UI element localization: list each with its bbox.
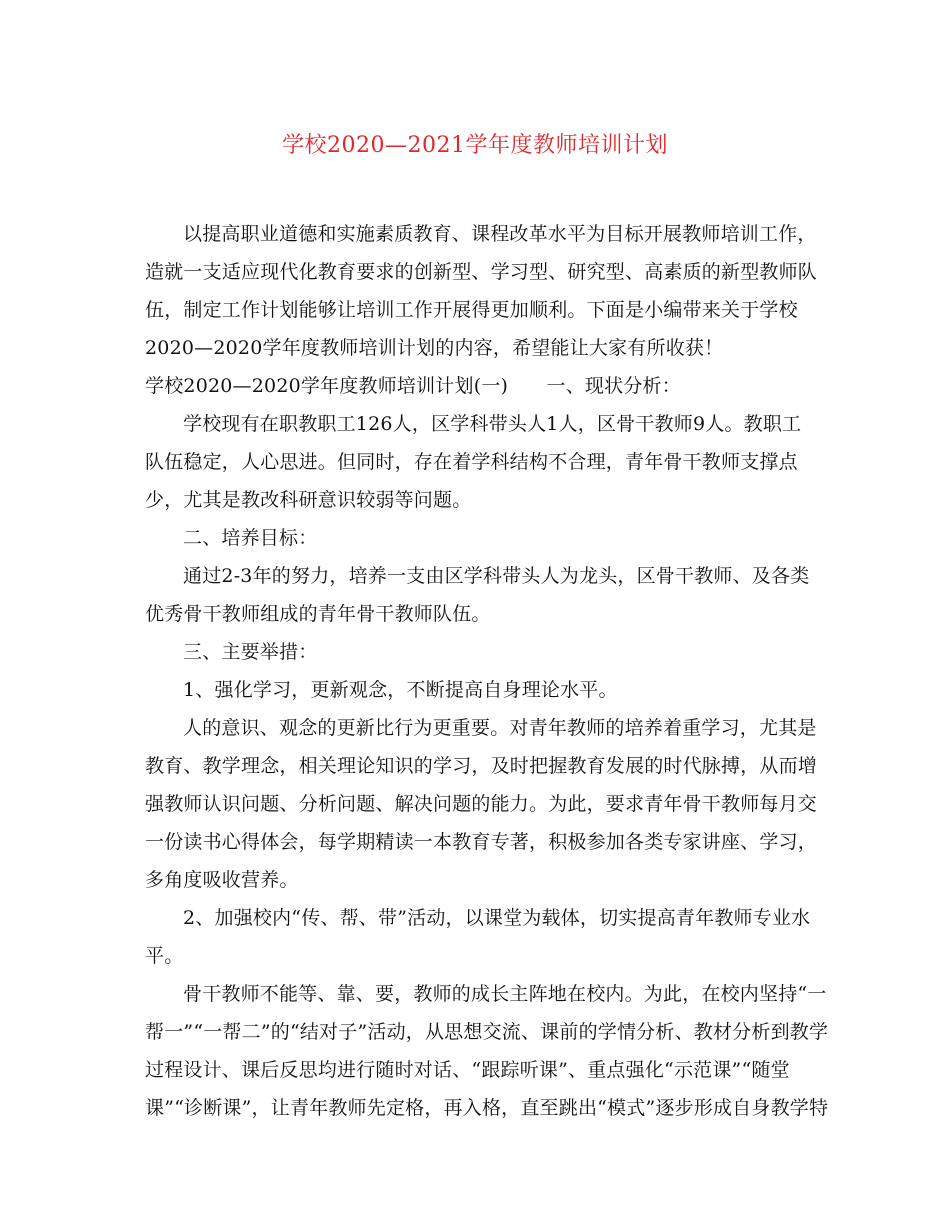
body-line: 多角度吸收营养。: [145, 869, 299, 891]
body-line: 帮一”“一帮二”的“结对子”活动，从思想交流、课前的学情分析、教材分析到教学: [145, 1021, 829, 1043]
body-line: 队伍稳定，人心思进。但同时，存在着学科结构不合理，青年骨干教师支撑点: [145, 451, 798, 473]
body-line: 骨干教师不能等、靠、要，教师的成长主阵地在校内。为此，在校内坚持“一: [183, 983, 827, 1005]
body-line: 造就一支适应现代化教育要求的创新型、学习型、研究型、高素质的新型教师队: [145, 261, 818, 283]
body-line: 2020—2020学年度教师培训计划的内容，希望能让大家有所收获！: [145, 337, 724, 359]
body-line: 强教师认识问题、分析问题、解决问题的能力。为此，要求青年骨干教师每月交: [145, 793, 818, 815]
body-line: 伍，制定工作计划能够让培训工作开展得更加顺利。下面是小编带来关于学校: [145, 299, 798, 321]
body-line: 优秀骨干教师组成的青年骨干教师队伍。: [145, 603, 491, 625]
body-line: 课”“诊断课”，让青年教师先定格，再入格，直至跳出“模式”逐步形成自身教学特: [145, 1097, 829, 1119]
document-title: 学校2020—2021学年度教师培训计划: [282, 133, 668, 158]
subsection-heading: 1、强化学习，更新观念，不断提高自身理论水平。: [183, 679, 618, 701]
body-line: 少，尤其是教改科研意识较弱等问题。: [145, 489, 472, 511]
section-heading: 三、主要举措：: [183, 641, 318, 663]
body-line: 通过2-3年的努力，培养一支由区学科带头人为龙头，区骨干教师、及各类: [183, 565, 810, 587]
body-line: 人的意识、观念的更新比行为更重要。对青年教师的培养着重学习，尤其是: [183, 717, 817, 739]
body-line: 学校现有在职教职工126人，区学科带头人1人，区骨干教师9人。教职工: [183, 413, 802, 435]
body-line: 教育、教学理念，相关理论知识的学习，及时把握教育发展的时代脉搏，从而增: [145, 755, 818, 777]
section-heading-line: 学校2020—2020学年度教师培训计划(一) 一、现状分析：: [145, 375, 681, 397]
body-line: 一份读书心得体会，每学期精读一本教育专著，积极参加各类专家讲座、学习，: [145, 831, 818, 853]
body-line: 过程设计、课后反思均进行随时对话、“跟踪听课”、重点强化“示范课”“随堂: [145, 1059, 790, 1081]
section-heading: 二、培养目标：: [183, 527, 318, 549]
body-line: 平。: [145, 945, 184, 967]
body-line: 以提高职业道德和实施素质教育、课程改革水平为目标开展教师培训工作，: [183, 223, 817, 245]
subsection-heading: 2、加强校内“传、帮、带”活动，以课堂为载体，切实提高青年教师专业水: [183, 907, 811, 929]
